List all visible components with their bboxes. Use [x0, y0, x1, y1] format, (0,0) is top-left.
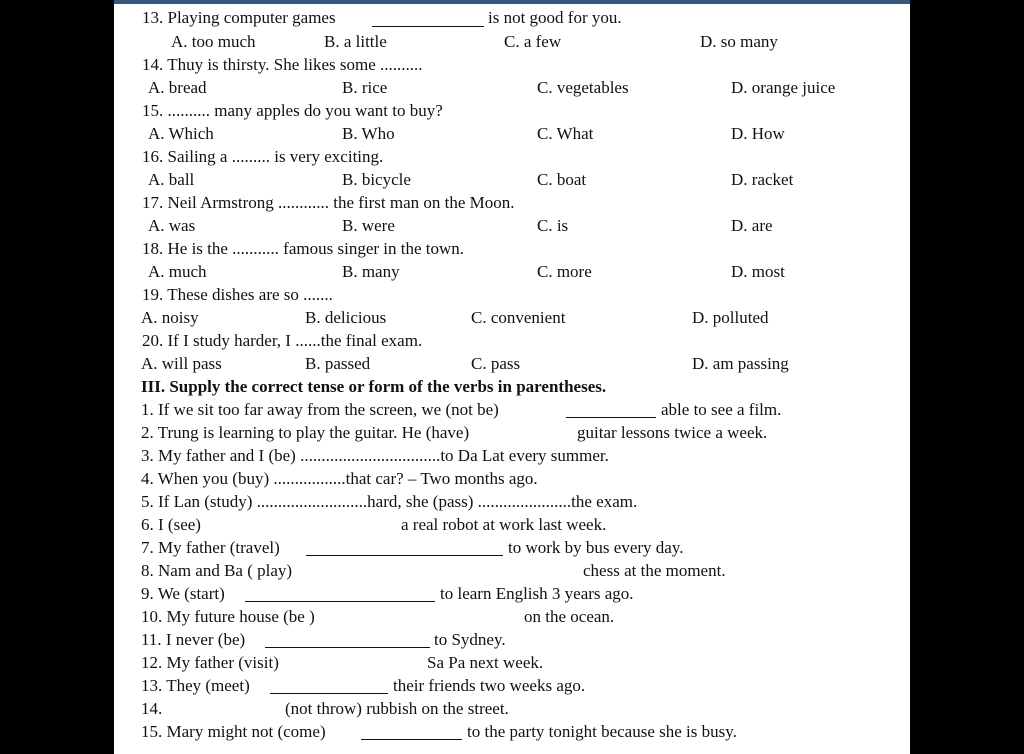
- verb-item-10-stem: 10. My future house (be ): [141, 607, 315, 626]
- q13-option-c: C. a few: [504, 32, 562, 51]
- verb-item-1-stem: 1. If we sit too far away from the screen, we (not be): [141, 400, 499, 419]
- q16-option-b: B. bicycle: [342, 170, 411, 189]
- verb-item-2-end: guitar lessons twice a week.: [577, 423, 768, 442]
- q19-option-a: A. noisy: [141, 308, 199, 327]
- verb-item-5: 5. If Lan (study) ..........................hard, she (pass) ......................the exam.: [141, 492, 638, 511]
- q17-option-b: B. were: [342, 216, 395, 235]
- verb-item-8-end: chess at the moment.: [583, 561, 726, 580]
- q20-option-b: B. passed: [305, 354, 371, 373]
- verb-item-11-stem: 11. I never (be): [141, 630, 246, 649]
- verb-item-11-blank: [265, 647, 430, 648]
- verb-item-7-blank: [306, 555, 503, 556]
- verb-item-12-end: Sa Pa next week.: [427, 653, 544, 672]
- q20-stem: 20. If I study harder, I ......the final exam.: [142, 331, 423, 350]
- verb-item-2-stem: 2. Trung is learning to play the guitar. He (have): [141, 423, 470, 442]
- q19-option-c: C. convenient: [471, 308, 566, 327]
- verb-item-1-end: able to see a film.: [661, 400, 782, 419]
- q15-option-b: B. Who: [342, 124, 395, 143]
- q15-option-c: C. What: [537, 124, 594, 143]
- verb-item-14-stem: 14.: [141, 699, 163, 718]
- q16-stem: 16. Sailing a ......... is very exciting.: [142, 147, 384, 166]
- q17-option-d: D. are: [731, 216, 773, 235]
- verb-item-14-end: (not throw) rubbish on the street.: [285, 699, 509, 718]
- worksheet-page: [114, 0, 910, 754]
- section-heading: III. Supply the correct tense or form of the verbs in parentheses.: [141, 377, 607, 396]
- q18-option-a: A. much: [148, 262, 207, 281]
- q17-option-a: A. was: [148, 216, 196, 235]
- q14-option-c: C. vegetables: [537, 78, 629, 97]
- q19-option-b: B. delicious: [305, 308, 387, 327]
- q16-option-a: A. ball: [148, 170, 195, 189]
- q20-option-c: C. pass: [471, 354, 521, 373]
- verb-item-7-end: to work by bus every day.: [508, 538, 684, 557]
- q18-stem: 18. He is the ........... famous singer in the town.: [142, 239, 465, 258]
- q13-stem-b: is not good for you.: [488, 8, 622, 27]
- verb-item-8-stem: 8. Nam and Ba ( play): [141, 561, 293, 580]
- verb-item-11-end: to Sydney.: [434, 630, 506, 649]
- verb-item-7-stem: 7. My father (travel): [141, 538, 280, 557]
- q18-option-d: D. most: [731, 262, 785, 281]
- q18-option-c: C. more: [537, 262, 592, 281]
- verb-item-10-end: on the ocean.: [524, 607, 615, 626]
- verb-item-6-stem: 6. I (see): [141, 515, 201, 534]
- q14-option-d: D. orange juice: [731, 78, 836, 97]
- verb-item-13-end: their friends two weeks ago.: [393, 676, 586, 695]
- verb-item-9-blank: [245, 601, 435, 602]
- verb-item-6-end: a real robot at work last week.: [401, 515, 607, 534]
- verb-item-13-stem: 13. They (meet): [141, 676, 250, 695]
- q14-option-a: A. bread: [148, 78, 207, 97]
- top-border: [114, 0, 910, 4]
- verb-item-15-end: to the party tonight because she is busy.: [467, 722, 737, 741]
- q17-option-c: C. is: [537, 216, 569, 235]
- q15-option-d: D. How: [731, 124, 785, 143]
- verb-item-4: 4. When you (buy) .................that car? – Two months ago.: [141, 469, 538, 488]
- q19-option-d: D. polluted: [692, 308, 769, 327]
- q16-option-d: D. racket: [731, 170, 794, 189]
- q17-stem: 17. Neil Armstrong ............ the first man on the Moon.: [142, 193, 515, 212]
- q13-stem-a: 13. Playing computer games: [142, 8, 336, 27]
- q15-stem: 15. .......... many apples do you want to buy?: [142, 101, 443, 120]
- verb-item-15-blank: [361, 739, 462, 740]
- q14-option-b: B. rice: [342, 78, 388, 97]
- verb-item-3: 3. My father and I (be) .................................to Da Lat every summer.: [141, 446, 609, 465]
- q18-option-b: B. many: [342, 262, 400, 281]
- verb-item-13-blank: [270, 693, 388, 694]
- q16-option-c: C. boat: [537, 170, 587, 189]
- q14-stem: 14. Thuy is thirsty. She likes some ..........: [142, 55, 423, 74]
- q13-option-a: A. too much: [171, 32, 256, 51]
- verb-item-15-stem: 15. Mary might not (come): [141, 722, 326, 741]
- q13-option-d: D. so many: [700, 32, 778, 51]
- verb-item-9-end: to learn English 3 years ago.: [440, 584, 634, 603]
- q20-option-a: A. will pass: [141, 354, 222, 373]
- q20-option-d: D. am passing: [692, 354, 789, 373]
- verb-item-1-blank: [566, 417, 656, 418]
- verb-item-12-stem: 12. My father (visit): [141, 653, 279, 672]
- q19-stem: 19. These dishes are so .......: [142, 285, 333, 304]
- q15-option-a: A. Which: [148, 124, 214, 143]
- q13-option-b: B. a little: [324, 32, 387, 51]
- verb-item-9-stem: 9. We (start): [141, 584, 225, 603]
- q13-blank: [372, 26, 484, 27]
